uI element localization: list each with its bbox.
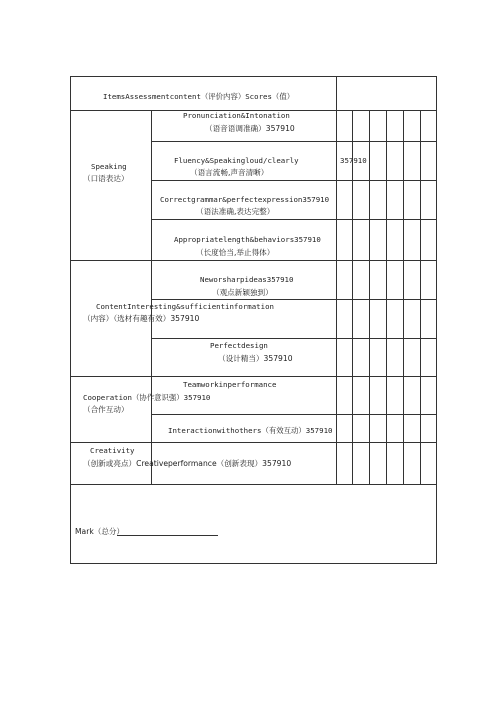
category-creativity-en: Creativity: [90, 446, 135, 455]
mark-label: Mark（总分）: [75, 527, 125, 536]
criterion-length-en: Appropriatelength&behaviors357910: [174, 235, 321, 244]
criterion-interaction-en: Interactionwithothers（有效互动）357910: [168, 426, 333, 435]
criterion-length-zh: （长度恰当,举止得体）: [196, 248, 275, 257]
category-column-divider: [151, 110, 152, 484]
score-subcolumn-5: [420, 110, 421, 484]
scores-column-divider: [336, 76, 337, 484]
category-content-en: ContentInteresting&sufficientinformation: [96, 302, 274, 311]
table-left-border: [70, 76, 71, 563]
category-cooperation-en: Cooperation（协作意识强）357910: [83, 393, 211, 402]
criterion-ideas-zh: （观点新颖独到）: [212, 288, 273, 297]
score-subcolumn-1: [352, 110, 353, 484]
criterion-fluency-zh: （语言流畅,声音清晰）: [190, 168, 269, 177]
creativity-bottom-border: [70, 484, 437, 485]
row-divider-3: [151, 219, 437, 220]
criterion-design-en: Perfectdesign: [210, 341, 268, 350]
row-divider-6: [151, 414, 437, 415]
category-content-zh: （内容）（选材有趣有效）357910: [83, 314, 200, 323]
score-subcolumn-4: [403, 110, 404, 484]
category-speaking-zh: （口语表达）: [83, 174, 129, 183]
category-speaking-en: Speaking: [91, 162, 127, 171]
row-divider-4: [151, 299, 437, 300]
table-bottom-border: [70, 563, 437, 564]
row-divider-5: [151, 338, 437, 339]
mark-underline: [117, 535, 218, 536]
category-creativity-zh: （创新或亮点）Creativeperformance（创新表现）357910: [83, 459, 292, 468]
table-top-border: [70, 76, 437, 77]
score-subcolumn-3: [386, 110, 387, 484]
criterion-pronunciation-en: Pronunciation&Intonation: [183, 111, 290, 120]
cooperation-bottom-border: [70, 442, 437, 443]
criterion-teamwork-en: Teamworkinperformance: [183, 380, 277, 389]
criterion-design-zh: （设计精当）357910: [218, 354, 293, 363]
criterion-grammar-en: Correctgrammar&perfectexpression357910: [160, 195, 330, 204]
table-right-border: [436, 76, 437, 563]
speaking-bottom-border: [70, 260, 437, 261]
score-subcolumn-2: [369, 110, 370, 484]
criterion-ideas-en: Neworsharpideas357910: [200, 275, 294, 284]
header-text: ItemsAssessmentcontent（评价内容）Scores（值）: [103, 92, 295, 101]
criterion-fluency-en: Fluency&Speakingloud/clearly: [174, 156, 299, 165]
row-divider-2: [151, 180, 437, 181]
row-divider-1: [151, 141, 437, 142]
criterion-grammar-zh: （语法准确,表达完整）: [196, 207, 275, 216]
fluency-score-note: 357910: [340, 156, 367, 165]
category-cooperation-zh: （合作互动）: [83, 405, 129, 414]
content-bottom-border: [70, 376, 437, 377]
criterion-pronunciation-zh: （语音语调准确）357910: [205, 124, 295, 133]
